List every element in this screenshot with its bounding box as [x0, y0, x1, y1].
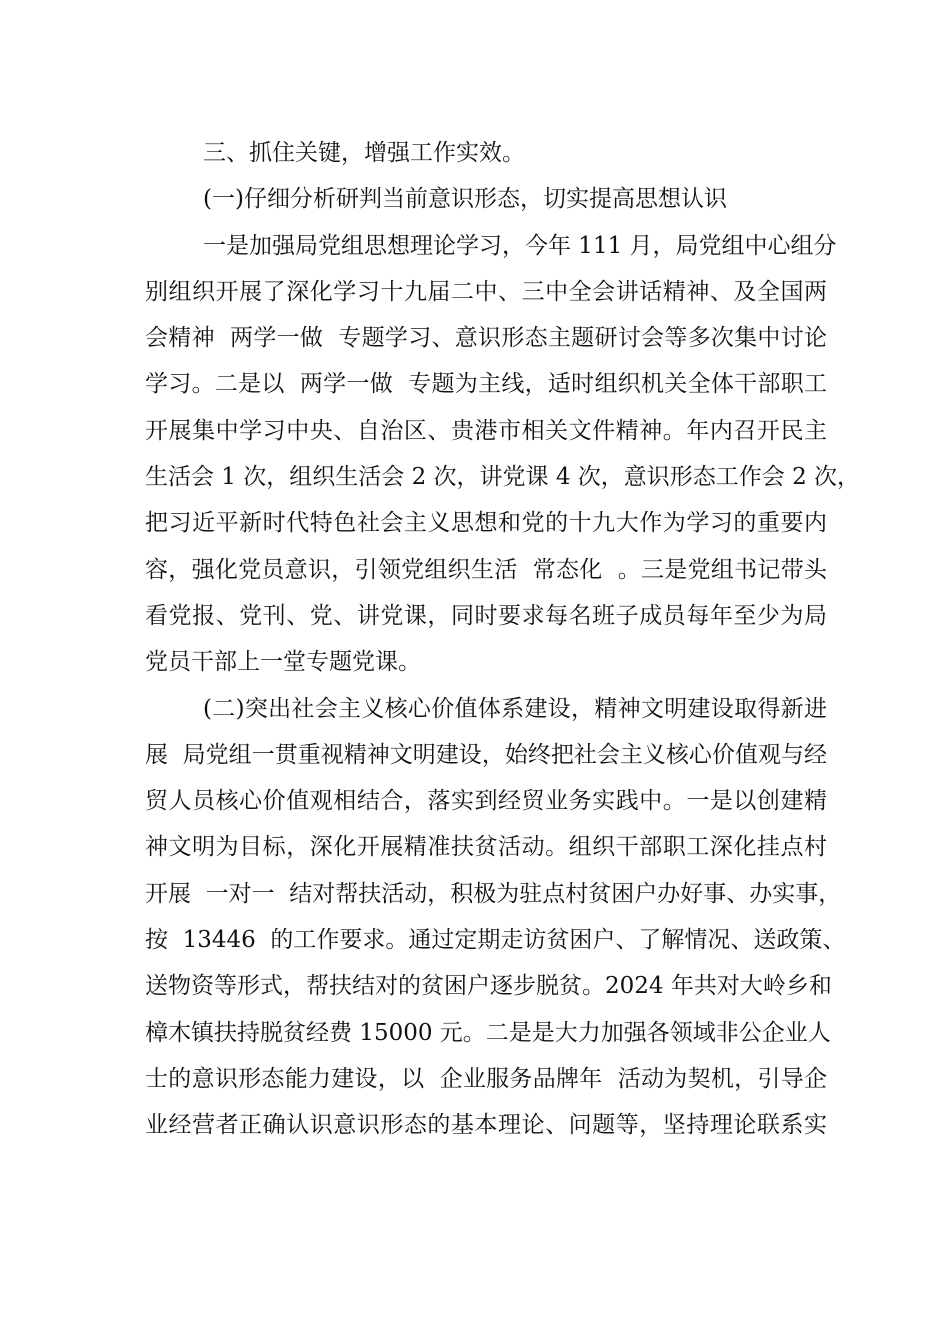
section-heading-3: 三、抓住关键，增强工作实效。: [203, 140, 525, 166]
paragraph-line: 把习近平新时代特色社会主义思想和党的十九大作为学习的重要内: [145, 510, 827, 537]
subsection-heading-1: (一)仔细分析研判当前意识形态，切实提高思想认识: [203, 186, 727, 213]
paragraph-line: 会精神 两学一做 专题学习、意识形态主题研讨会等多次集中讨论: [145, 325, 827, 352]
paragraph-line: 樟木镇扶持脱贫经费 15000 元。二是是大力加强各领域非公企业人: [145, 1019, 831, 1046]
paragraph-line: 展 局党组一贯重视精神文明建设，始终把社会主义核心价值观与经: [145, 741, 827, 768]
subsection-heading-2: (二)突出社会主义核心价值体系建设，精神文明建设取得新进: [203, 695, 827, 722]
paragraph-line: 业经营者正确认识意识形态的基本理论、问题等，坚持理论联系实: [145, 1112, 827, 1139]
paragraph-line: 看党报、党刊、党、讲党课，同时要求每名班子成员每年至少为局: [145, 602, 827, 629]
paragraph-line: 容，强化党员意识，引领党组织生活 常态化 。三是党组书记带头: [145, 556, 827, 583]
document-body: [145, 130, 861, 1149]
paragraph-line: 别组织开展了深化学习十九届二中、三中全会讲话精神、及全国两: [145, 278, 827, 305]
paragraph-line: 开展 一对一 结对帮扶活动，积极为驻点村贫困户办好事、办实事，: [145, 880, 842, 907]
paragraph-line: 送物资等形式，帮扶结对的贫困户逐步脱贫。2024 年共对大岭乡和: [145, 973, 832, 1000]
paragraph-line: 一是加强局党组思想理论学习，今年 111 月，局党组中心组分: [203, 232, 837, 259]
paragraph-line: 党员干部上一堂专题党课。: [145, 649, 421, 676]
paragraph-line: 生活会 1 次，组织生活会 2 次，讲党课 4 次，意识形态工作会 2 次，: [145, 464, 861, 491]
paragraph-line: 士的意识形态能力建设，以 企业服务品牌年 活动为契机，引导企: [145, 1065, 827, 1092]
paragraph-line: 开展集中学习中央、自治区、贵港市相关文件精神。年内召开民主: [145, 417, 827, 444]
paragraph-line: 贸人员核心价值观相结合，落实到经贸业务实践中。一是以创建精: [145, 788, 827, 815]
paragraph-line: 神文明为目标，深化开展精准扶贫活动。组织干部职工深化挂点村: [145, 834, 827, 861]
paragraph-line: 按 13446 的工作要求。通过定期走访贫困户、了解情况、送政策、: [145, 927, 846, 954]
paragraph-line: 学习。二是以 两学一做 专题为主线，适时组织机关全体干部职工: [145, 371, 827, 398]
